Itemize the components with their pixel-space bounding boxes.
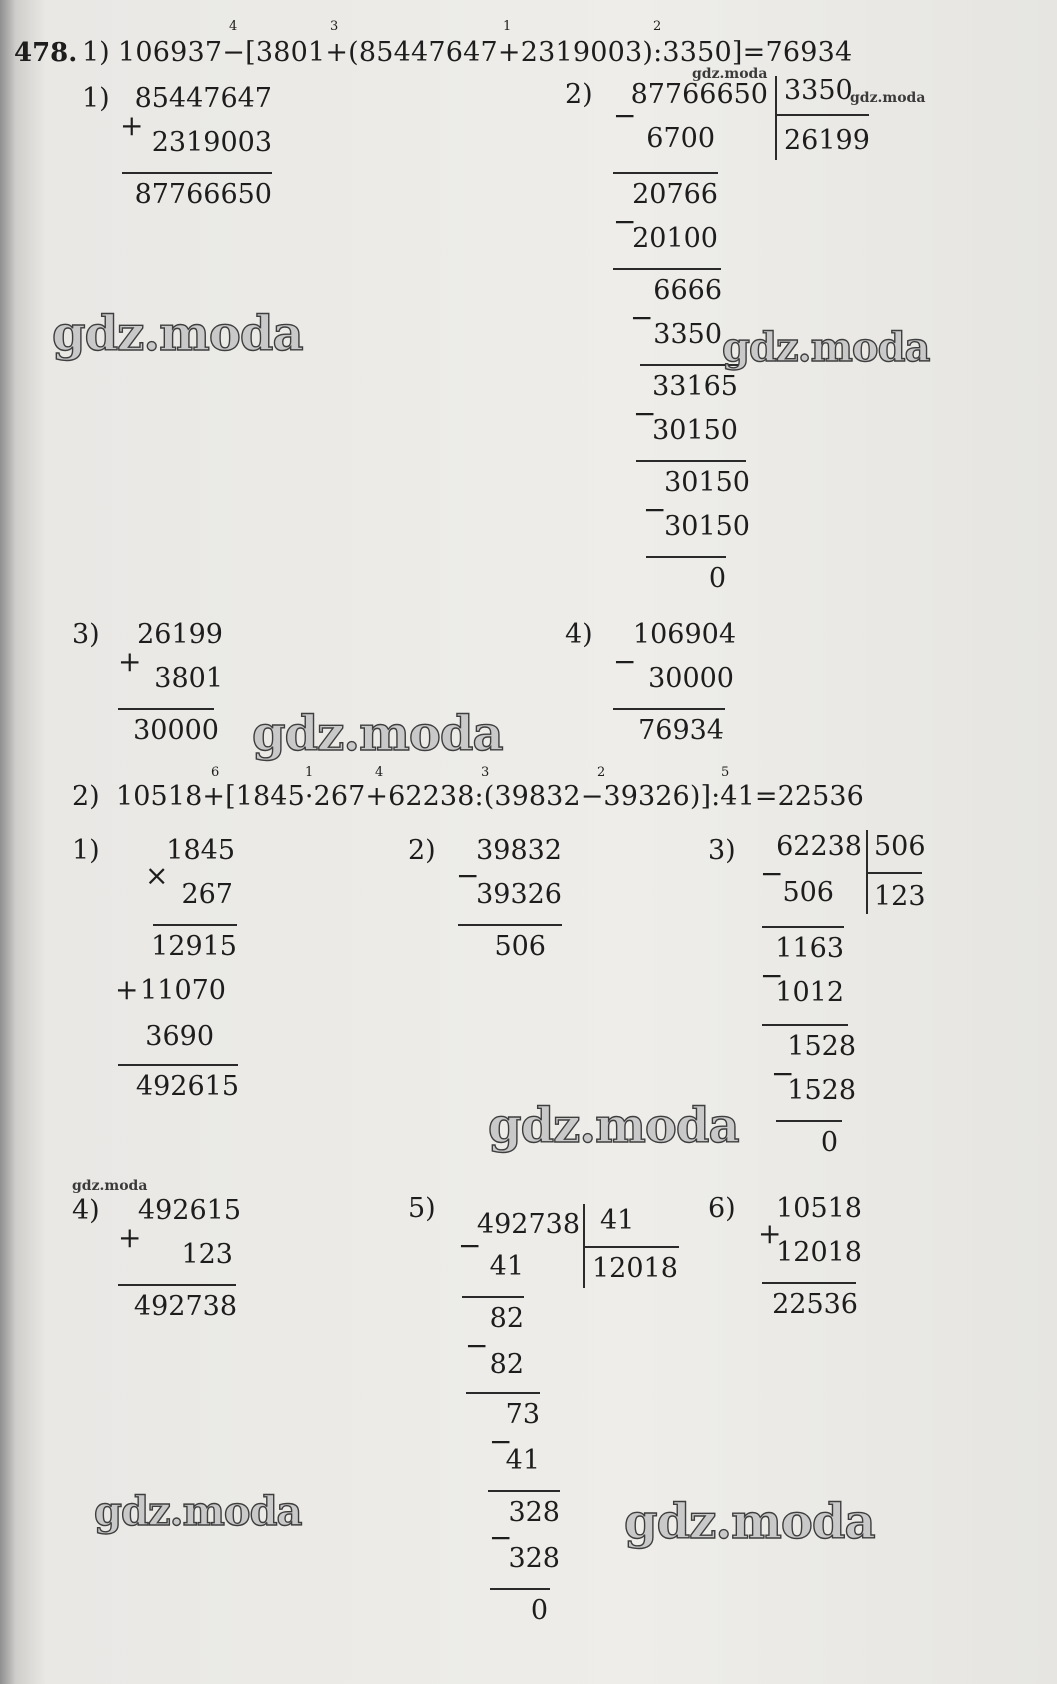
partial-product: 11070	[140, 975, 226, 1006]
dividend: 87766650	[630, 79, 768, 110]
division-line	[636, 460, 746, 462]
division-row: 41	[489, 1251, 524, 1282]
division-row: 33165	[652, 371, 738, 402]
minus-sign: −	[458, 1229, 482, 1262]
difference-line	[613, 708, 725, 710]
watermark: gdz.moda	[488, 1098, 739, 1154]
division-remainder: 0	[708, 563, 726, 594]
sum-result: 30000	[133, 715, 219, 746]
step-label: 1)	[82, 83, 110, 114]
sum-line	[762, 1282, 856, 1284]
subtrahend: 39326	[476, 879, 562, 910]
step-label: 4)	[72, 1195, 100, 1226]
division-line	[466, 1392, 540, 1394]
plus-sign: +	[115, 973, 139, 1006]
watermark: gdz.moda	[252, 706, 503, 762]
part2-label: 2)	[72, 781, 100, 812]
minus-sign: −	[489, 1521, 513, 1554]
step-label: 6)	[708, 1193, 736, 1224]
plus-sign: +	[118, 1221, 142, 1254]
sum-line	[122, 172, 272, 174]
minus-sign: −	[613, 205, 637, 238]
division-remainder: 0	[530, 1595, 548, 1626]
plus-sign: +	[120, 109, 144, 142]
division-row: 30150	[664, 467, 750, 498]
minus-sign: −	[456, 859, 480, 892]
division-row: 6700	[646, 123, 715, 154]
division-row: 41	[505, 1445, 540, 1476]
division-line	[776, 1120, 842, 1122]
step-label: 3)	[72, 619, 100, 650]
quotient: 123	[874, 881, 926, 912]
order-mark: 6	[211, 765, 220, 780]
division-line	[613, 268, 721, 270]
addend: 3801	[154, 663, 223, 694]
minus-sign: −	[613, 645, 637, 678]
minuend: 106904	[632, 619, 736, 650]
difference-result: 506	[494, 931, 546, 962]
step-label: 2)	[408, 835, 436, 866]
factor: 1845	[166, 835, 235, 866]
division-row: 506	[782, 877, 834, 908]
minus-sign: −	[489, 1425, 513, 1458]
division-bar	[775, 76, 777, 160]
difference-line	[458, 924, 562, 926]
order-mark: 4	[229, 19, 238, 34]
addend: 12018	[776, 1237, 862, 1268]
minuend: 39832	[476, 835, 562, 866]
order-mark: 2	[597, 765, 606, 780]
quotient-line	[585, 1246, 679, 1248]
division-row: 328	[508, 1543, 560, 1574]
product-result: 492615	[135, 1071, 239, 1102]
addend: 492615	[137, 1195, 241, 1226]
step-label: 1)	[72, 835, 100, 866]
step-label: 4)	[565, 619, 593, 650]
sum-result: 492738	[133, 1291, 237, 1322]
addend: 10518	[776, 1193, 862, 1224]
quotient: 26199	[784, 125, 870, 156]
part1-expression: 106937−[3801+(85447647+2319003):3350]=76934	[118, 37, 853, 68]
division-remainder: 0	[820, 1127, 838, 1158]
division-line	[762, 1024, 848, 1026]
minus-sign: −	[760, 857, 784, 890]
order-mark: 1	[503, 19, 512, 34]
sum-line	[118, 1284, 236, 1286]
division-row: 73	[505, 1399, 540, 1430]
order-mark: 5	[721, 765, 730, 780]
watermark: gdz.moda	[624, 1494, 875, 1550]
quotient: 12018	[592, 1253, 678, 1284]
division-row: 82	[489, 1349, 524, 1380]
division-row: 1163	[775, 933, 844, 964]
minus-sign: −	[465, 1329, 489, 1362]
divisor: 3350	[784, 75, 853, 106]
division-row: 3350	[653, 319, 722, 350]
divisor: 41	[600, 1205, 635, 1236]
quotient-line	[777, 114, 869, 116]
division-line	[488, 1490, 560, 1492]
watermark: gdz.moda	[52, 306, 303, 362]
division-line	[646, 556, 726, 558]
sum-line	[118, 708, 214, 710]
dividend: 492738	[476, 1209, 580, 1240]
subtrahend: 30000	[648, 663, 734, 694]
plus-sign: +	[758, 1217, 782, 1250]
minus-sign: −	[771, 1057, 795, 1090]
divisor: 506	[874, 831, 926, 862]
order-mark: 1	[305, 765, 314, 780]
division-row: 20100	[632, 223, 718, 254]
division-row: 30150	[664, 511, 750, 542]
partial-product: 3690	[145, 1021, 214, 1052]
division-row: 1012	[775, 977, 844, 1008]
division-row: 6666	[653, 275, 722, 306]
plus-sign: +	[118, 645, 142, 678]
dividend: 62238	[776, 831, 862, 862]
watermark: gdz.moda	[850, 90, 926, 106]
watermark: gdz.moda	[94, 1488, 302, 1535]
division-row: 328	[508, 1497, 560, 1528]
minus-sign: −	[633, 397, 657, 430]
division-row: 30150	[652, 415, 738, 446]
step-label: 3)	[708, 835, 736, 866]
division-row: 1528	[787, 1075, 856, 1106]
step-label: 5)	[408, 1193, 436, 1224]
partial-product: 12915	[151, 931, 237, 962]
watermark: gdz.moda	[722, 324, 930, 371]
factor: 267	[181, 879, 233, 910]
addend: 26199	[137, 619, 223, 650]
difference-result: 76934	[638, 715, 724, 746]
order-mark: 2	[653, 19, 662, 34]
division-line	[762, 926, 844, 928]
order-mark: 4	[375, 765, 384, 780]
quotient-line	[868, 872, 922, 874]
minus-sign: −	[613, 99, 637, 132]
problem-number: 478.	[14, 38, 78, 68]
division-row: 82	[489, 1303, 524, 1334]
division-line	[613, 172, 718, 174]
step-label: 2)	[565, 79, 593, 110]
division-line	[462, 1296, 524, 1298]
product-line	[153, 924, 237, 926]
division-row: 20766	[632, 179, 718, 210]
order-mark: 3	[330, 19, 339, 34]
order-mark: 3	[481, 765, 490, 780]
minus-sign: −	[630, 301, 654, 334]
part2-expression: 10518+[1845·267+62238:(39832−39326)]:41=22536	[116, 781, 864, 812]
product-line	[118, 1064, 238, 1066]
watermark: gdz.moda	[692, 66, 768, 82]
part1-label: 1)	[82, 37, 110, 68]
times-sign: ×	[145, 859, 169, 892]
addend: 85447647	[134, 83, 272, 114]
sum-result: 87766650	[134, 179, 272, 210]
minus-sign: −	[643, 493, 667, 526]
addend: 2319003	[151, 127, 272, 158]
division-line	[490, 1588, 550, 1590]
sum-result: 22536	[772, 1289, 858, 1320]
division-row: 1528	[787, 1031, 856, 1062]
addend: 123	[181, 1239, 233, 1270]
minus-sign: −	[760, 959, 784, 992]
watermark: gdz.moda	[72, 1178, 148, 1194]
